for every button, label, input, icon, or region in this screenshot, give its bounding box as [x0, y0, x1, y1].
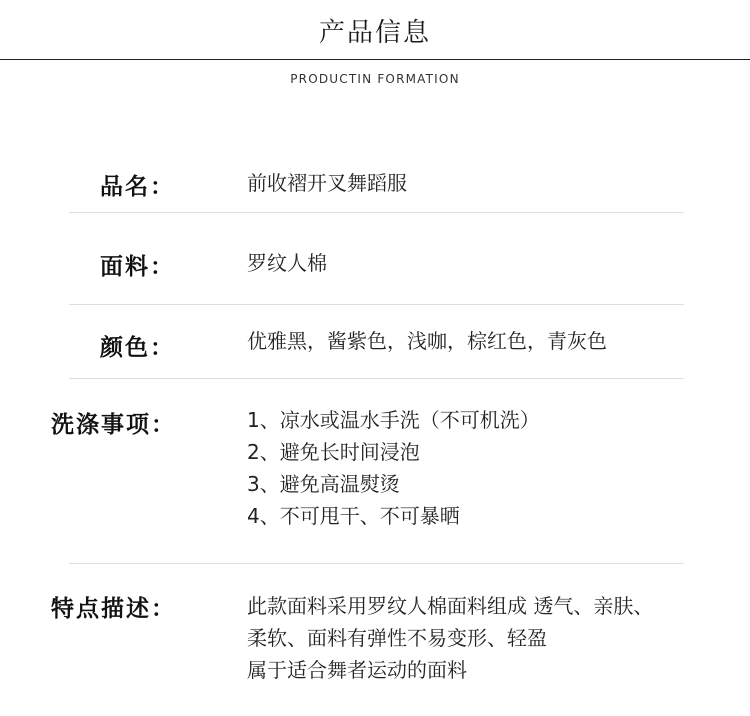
- value-line: 优雅黑，酱紫色，浅咖，棕红色，青灰色: [247, 329, 607, 353]
- row-divider: [69, 563, 684, 564]
- page-subtitle: PRODUCTIN FORMATION: [290, 72, 460, 86]
- fabric-label: 面料：: [100, 254, 175, 280]
- value-line: 此款面料采用罗纹人棉面料组成 透气、亲肤、: [247, 594, 654, 618]
- value-line: 3、避免高温熨烫: [247, 472, 400, 496]
- color-value: [247, 325, 607, 357]
- product-name-value: [247, 167, 407, 199]
- value-line: 罗纹人棉: [247, 251, 327, 275]
- row-divider: [69, 212, 684, 213]
- fabric-value: [247, 247, 327, 279]
- product-name-label: 品名：: [100, 174, 175, 200]
- row-divider: [69, 378, 684, 379]
- title-divider: [0, 59, 750, 60]
- row-divider: [69, 304, 684, 305]
- features-label: 特点描述：: [51, 596, 176, 622]
- value-line: 2、避免长时间浸泡: [247, 440, 420, 464]
- color-label: 颜色：: [100, 335, 175, 361]
- page-title: 产品信息: [318, 18, 431, 48]
- value-line: 柔软、面料有弹性不易变形、轻盈: [247, 626, 547, 650]
- value-line: 前收褶开叉舞蹈服: [247, 171, 407, 195]
- washing-value: [247, 404, 540, 532]
- features-value: [247, 590, 653, 686]
- washing-label: 洗涤事项：: [51, 412, 176, 438]
- value-line: 1、凉水或温水手洗（不可机洗）: [247, 408, 540, 432]
- value-line: 4、不可甩干、不可暴晒: [247, 504, 460, 528]
- value-line: 属于适合舞者运动的面料: [247, 658, 467, 682]
